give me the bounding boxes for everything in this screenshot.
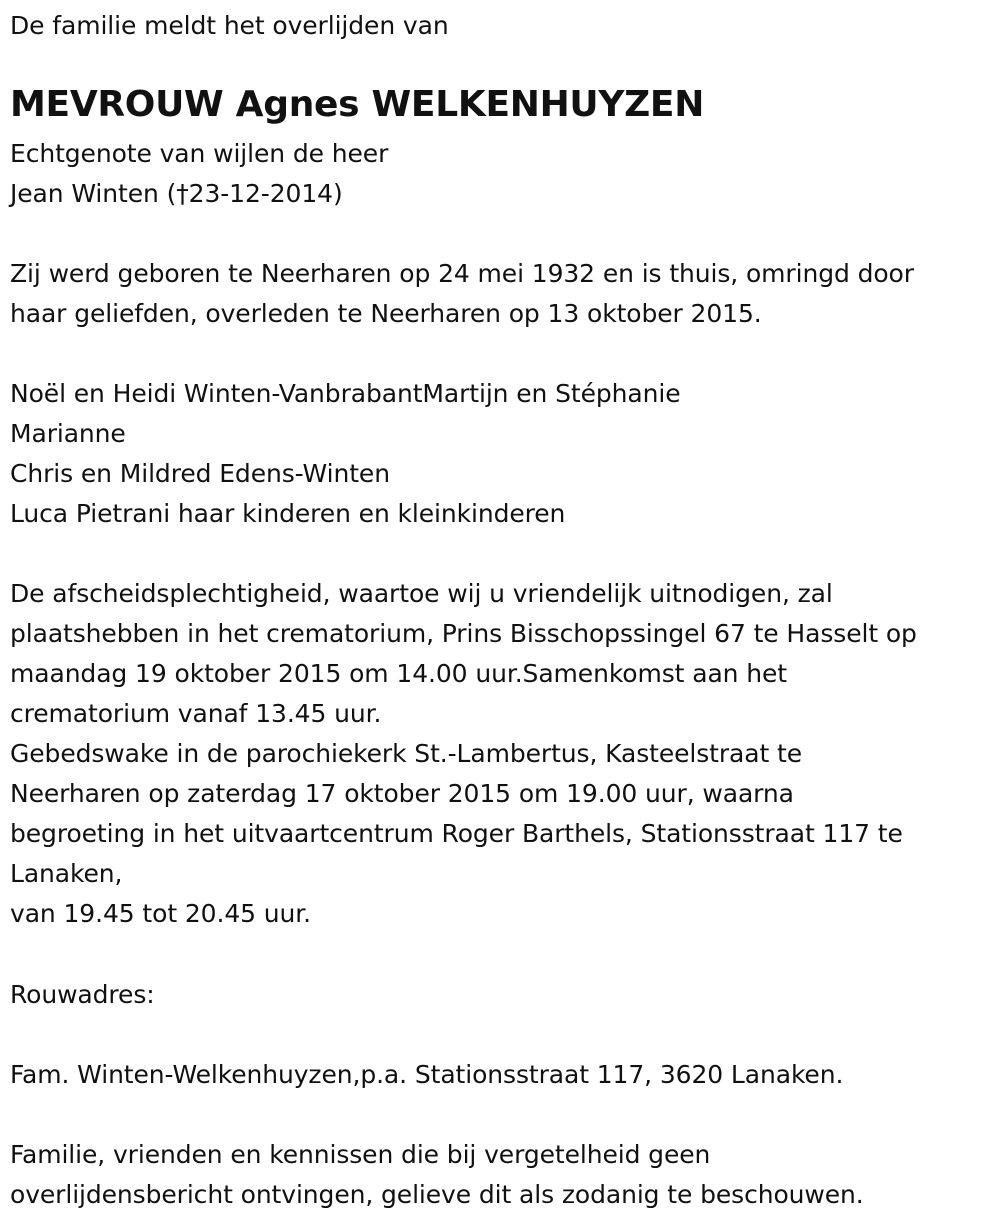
family-section — [10, 374, 681, 534]
ceremony-line: Gebedswake in de parochiekerk St.-Lambertus, Kasteelstraat te — [10, 739, 803, 768]
family-line: Luca Pietrani haar kinderen en kleinkinderen — [10, 499, 566, 528]
family-line: Noël en Heidi Winten-VanbrabantMartijn en Stéphanie — [10, 379, 681, 408]
family-line: Chris en Mildred Edens-Winten — [10, 459, 390, 488]
ceremony-line: plaatshebben in het crematorium, Prins Bisschopssingel 67 te Hasselt op — [10, 619, 917, 648]
ceremony-line: Neerharen op zaterdag 17 oktober 2015 om 19.00 uur, waarna — [10, 779, 794, 808]
ceremony-line: van 19.45 tot 20.45 uur. — [10, 899, 312, 928]
ceremony-line: begroeting in het uitvaartcentrum Roger Barthels, Stationsstraat 117 te — [10, 819, 903, 848]
birth-death-section — [10, 254, 914, 334]
closing-note-line: overlijdensbericht ontvingen, gelieve dit als zodanig te beschouwen. — [10, 1180, 864, 1209]
family-line: Marianne — [10, 419, 126, 448]
closing-note-section — [10, 1135, 864, 1215]
ceremony-line: De afscheidsplechtigheid, waartoe wij u vriendelijk uitnodigen, zal — [10, 579, 833, 608]
ceremony-line: maandag 19 oktober 2015 om 14.00 uur.Samenkomst aan het — [10, 659, 787, 688]
spouse-name-line: Jean Winten (†23-12-2014) — [10, 179, 343, 208]
deceased-name: MEVROUW Agnes WELKENHUYZEN — [10, 84, 705, 125]
intro-text: De familie meldt het overlijden van — [10, 11, 449, 40]
mourning-address: Fam. Winten-Welkenhuyzen,p.a. Stationsstraat 117, 3620 Lanaken. — [10, 1060, 844, 1089]
ceremony-section — [10, 574, 917, 934]
spouse-line: Echtgenote van wijlen de heer — [10, 139, 389, 168]
ceremony-line: crematorium vanaf 13.45 uur. — [10, 699, 382, 728]
spouse-section — [10, 134, 388, 214]
birth-line: Zij werd geboren te Neerharen op 24 mei 1932 en is thuis, omringd door — [10, 259, 914, 288]
closing-note-line: Familie, vrienden en kennissen die bij vergetelheid geen — [10, 1140, 711, 1169]
death-line: haar geliefden, overleden te Neerharen op 13 oktober 2015. — [10, 299, 762, 328]
mourning-address-label: Rouwadres: — [10, 980, 155, 1009]
ceremony-line: Lanaken, — [10, 859, 123, 888]
